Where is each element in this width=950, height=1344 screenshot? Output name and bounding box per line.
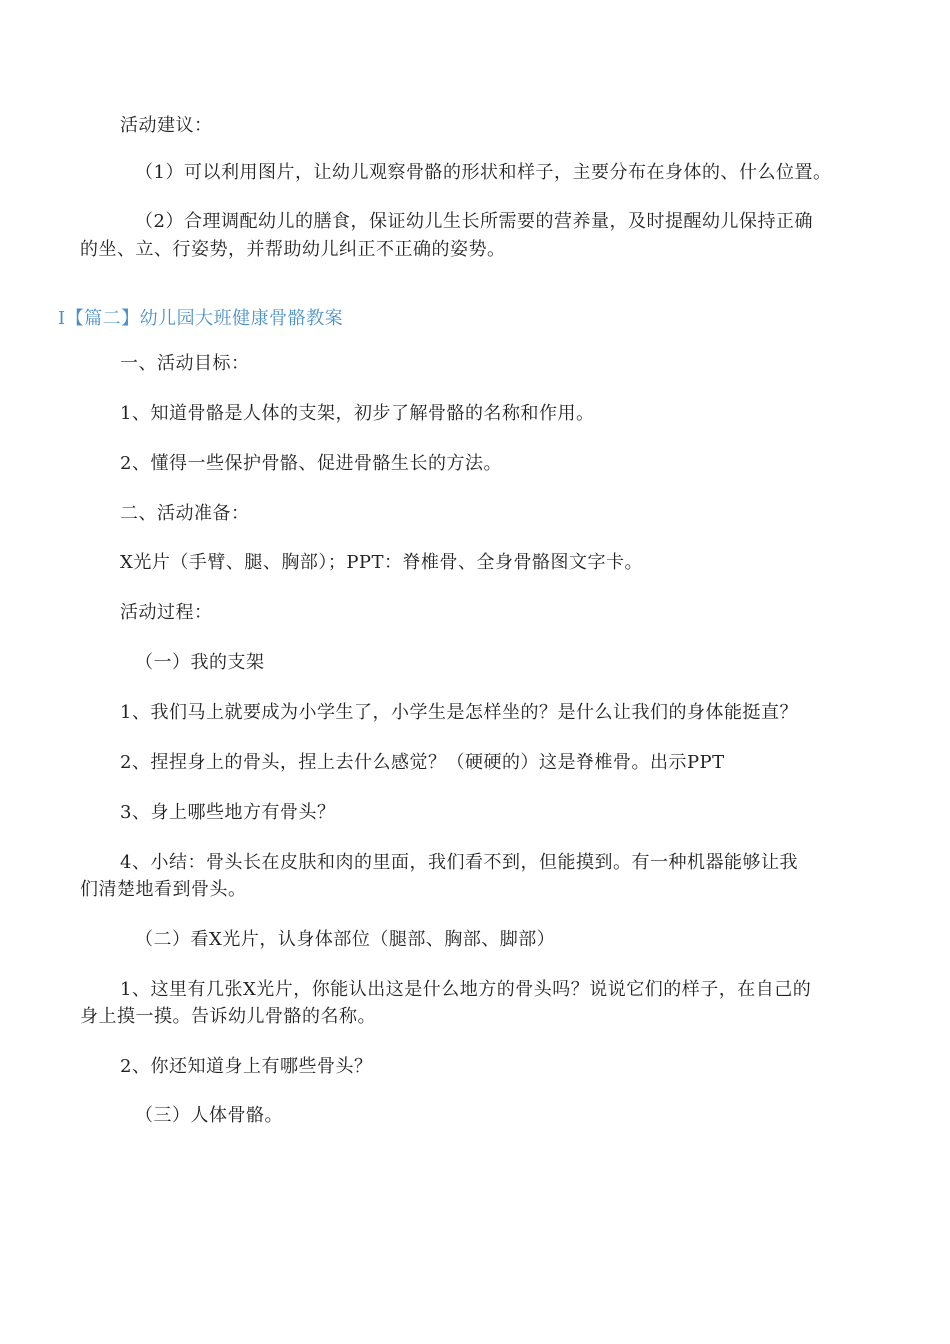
text-line: （1）可以利用图片，让幼儿观察骨骼的形状和样子，主要分布在身体的、什么位置。 [135, 162, 832, 183]
text-line: 二、活动准备： [120, 503, 250, 524]
text-line: 3、身上哪些地方有骨头？ [120, 802, 336, 823]
text-line: 活动过程： [120, 602, 213, 623]
text-line: 2、你还知道身上有哪些骨头？ [120, 1056, 373, 1077]
text-line: 2、懂得一些保护骨骼、促进骨骼生长的方法。 [120, 453, 502, 474]
text-line: 2、捏捏身上的骨头，捏上去什么感觉？（硬硬的）这是脊椎骨。出示PPT [120, 752, 725, 773]
text-line: 1、知道骨骼是人体的支架，初步了解骨骼的名称和作用。 [120, 403, 595, 424]
text-line: 活动建议： [120, 115, 213, 136]
text-line: 1、我们马上就要成为小学生了，小学生是怎样坐的？是什么让我们的身体能挺直？ [120, 702, 798, 723]
text-line: 身上摸一摸。告诉幼儿骨骼的名称。 [80, 1006, 376, 1027]
text-line: （2）合理调配幼儿的膳食，保证幼儿生长所需要的营养量，及时提醒幼儿保持正确 [135, 211, 813, 232]
section-heading: I【篇二】幼儿园大班健康骨骼教案 [58, 308, 344, 329]
text-line: 们清楚地看到骨头。 [80, 879, 247, 900]
text-line: 一、活动目标： [120, 353, 250, 374]
text-line: 的坐、立、行姿势，并帮助幼儿纠正不正确的姿势。 [80, 239, 506, 260]
text-line: 1、这里有几张X光片，你能认出这是什么地方的骨头吗？说说它们的样子，在自己的 [120, 979, 812, 1000]
text-line: 4、小结：骨头长在皮肤和肉的里面，我们看不到，但能摸到。有一种机器能够让我 [120, 852, 798, 873]
text-line: X光片（手臂、腿、胸部）；PPT：脊椎骨、全身骨骼图文字卡。 [120, 552, 644, 573]
text-line: （三）人体骨骼。 [135, 1105, 283, 1126]
text-line: （一）我的支架 [135, 652, 265, 673]
text-line: （二）看X光片，认身体部位（腿部、胸部、脚部） [135, 929, 556, 950]
